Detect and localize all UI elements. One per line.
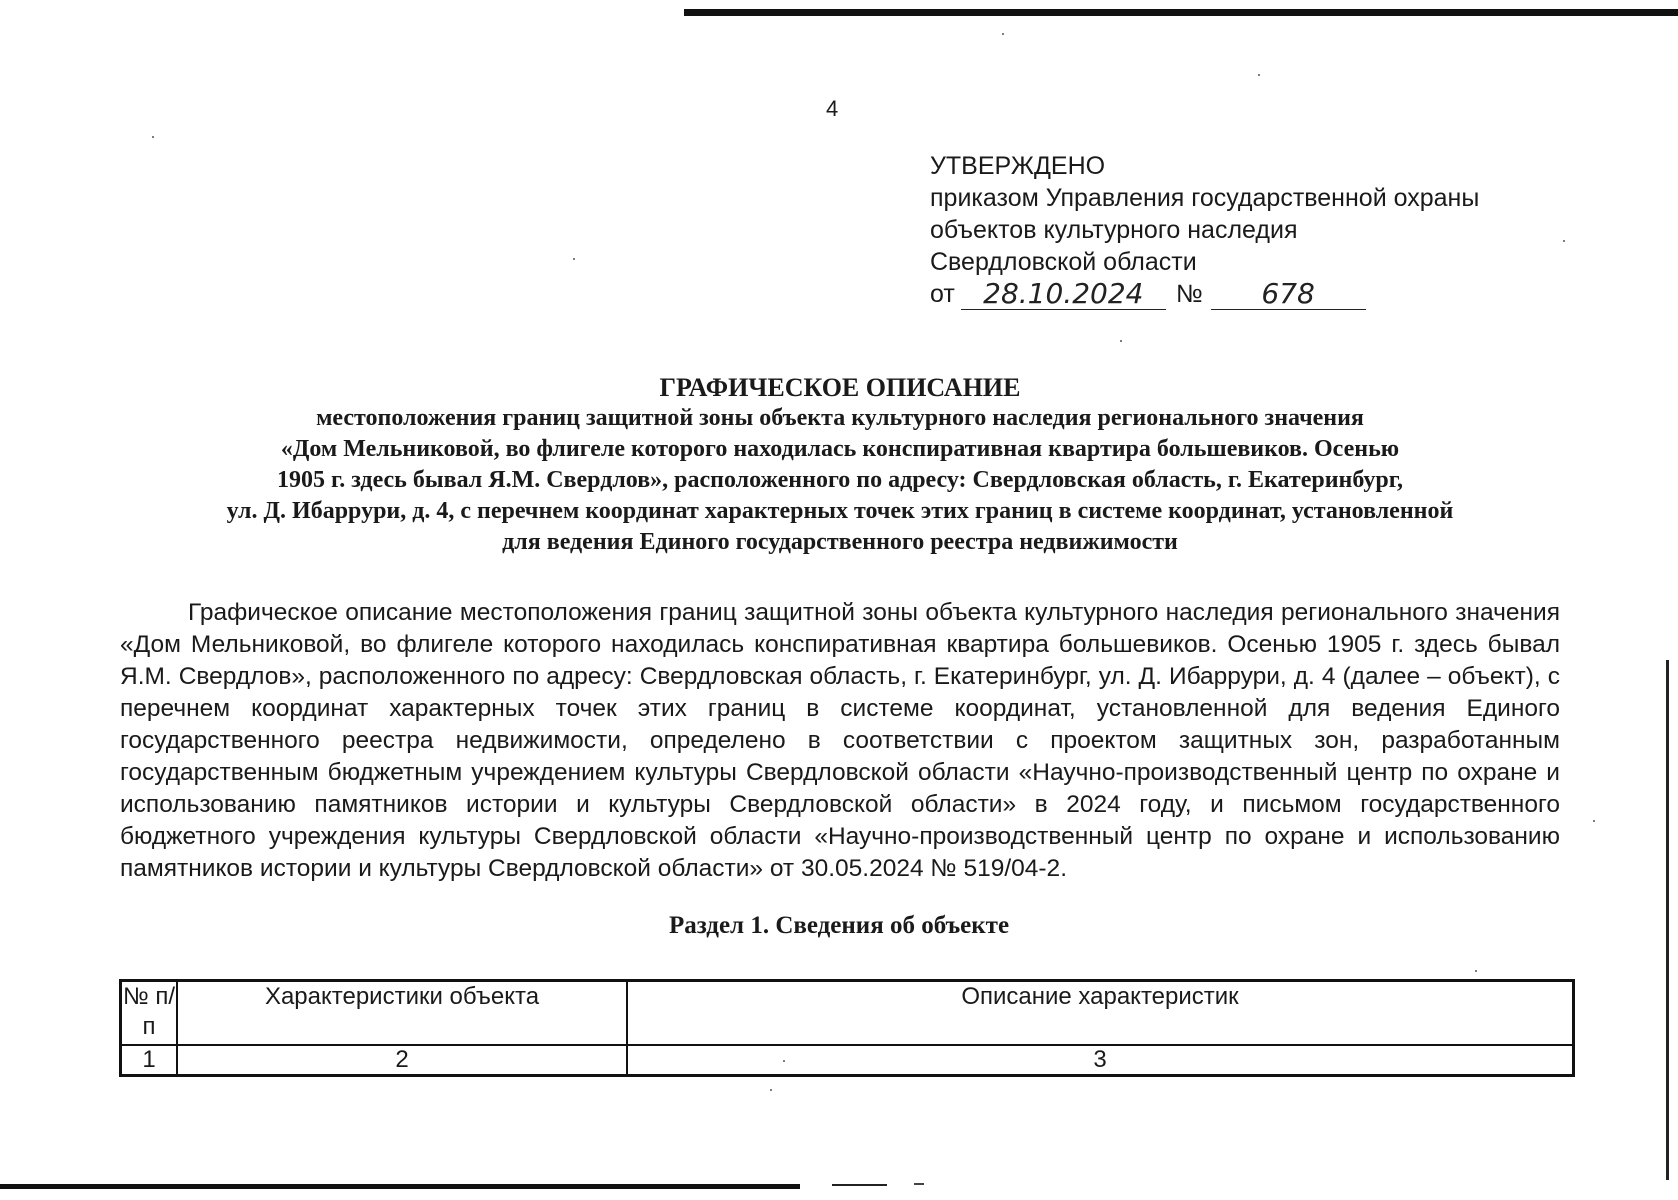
number-sign: № — [1175, 280, 1203, 308]
table-header-row — [121, 981, 1573, 1045]
table-header-cell: Характеристики объекта — [177, 981, 627, 1045]
table-cell: 3 — [627, 1045, 1573, 1075]
title-main: ГРАФИЧЕСКОЕ ОПИСАНИЕ — [659, 373, 1021, 402]
scan-speck — [1563, 240, 1565, 242]
approval-stamp — [930, 150, 1479, 310]
title-line: местоположения границ защитной зоны объекта культурного наследия регионального значения — [316, 405, 1364, 431]
approval-line: Свердловской области — [930, 248, 1197, 276]
scan-speck — [1120, 340, 1122, 342]
page-number: 4 — [826, 96, 839, 121]
scan-speck — [1475, 970, 1477, 972]
table-header-cell: № п/п — [121, 981, 177, 1045]
scan-edge-top — [684, 9, 1678, 16]
scan-edge-bottom — [0, 1184, 800, 1189]
approval-date-number-line — [930, 278, 1479, 310]
object-info-table — [119, 979, 1575, 1077]
scan-speck — [152, 136, 154, 138]
table-column-number-row — [121, 1045, 1573, 1075]
scan-edge-bottom-fragment — [832, 1184, 887, 1186]
body-paragraph: Графическое описание местоположения границ защитной зоны объекта культурного наследия регионального значения «Дом Мельниковой, во флигеле которого находилась конспиративная квартира большевиков. Осенью 1905 г. здесь бывал Я.М. Свердлов», расположенного по адресу: Свердловская область, г. Екатеринбург, ул. Д. Ибаррури, д. 4 (далее – объект), с перечнем координат характерных точек этих границ в системе координат, установленной для ведения Единого государственного реестра недвижимости, определено в соответствии с проектом защитных зон, разработанным государственным бюджетным учреждением культуры Свердловской области «Научно-производственный центр по охране и использованию памятников истории и культуры Свердловской области» в 2024 году, и письмом государственного бюджетного учреждения культуры Свердловской области «Научно-производственный центр по охране и использованию памятников истории и культуры Свердловской области» от 30.05.2024 № 519/04-2. — [120, 599, 1560, 882]
handwritten-number: 678 — [1211, 279, 1366, 310]
title-line: ул. Д. Ибаррури, д. 4, с перечнем координат характерных точек этих границ в системе координат, установленной — [226, 498, 1454, 524]
date-prefix: от — [930, 280, 955, 308]
scan-speck — [1258, 74, 1260, 76]
handwritten-date: 28.10.2024 — [961, 279, 1166, 310]
scan-speck — [1593, 820, 1595, 822]
table-header-cell: Описание характеристик — [627, 981, 1573, 1045]
document-title — [110, 372, 1570, 558]
scan-edge-bottom-fragment — [914, 1183, 924, 1185]
approval-line: приказом Управления государственной охраны — [930, 184, 1480, 212]
scan-speck — [770, 1089, 772, 1091]
table-cell: 2 — [177, 1045, 627, 1075]
title-line: 1905 г. здесь бывал Я.М. Свердлов», расположенного по адресу: Свердловская область, г. Екатеринбург, — [277, 467, 1403, 493]
title-line: «Дом Мельниковой, во флигеле которого находилась конспиративная квартира большевиков. Осенью — [280, 436, 1400, 462]
approval-line: объектов культурного наследия — [930, 216, 1298, 244]
scan-speck — [573, 258, 575, 260]
approval-heading: УТВЕРЖДЕНО — [930, 152, 1106, 180]
scan-speck — [1002, 33, 1004, 35]
title-line: для ведения Единого государственного реестра недвижимости — [502, 529, 1178, 555]
section-title: Раздел 1. Сведения об объекте — [668, 912, 1010, 939]
table-cell: 1 — [121, 1045, 177, 1075]
